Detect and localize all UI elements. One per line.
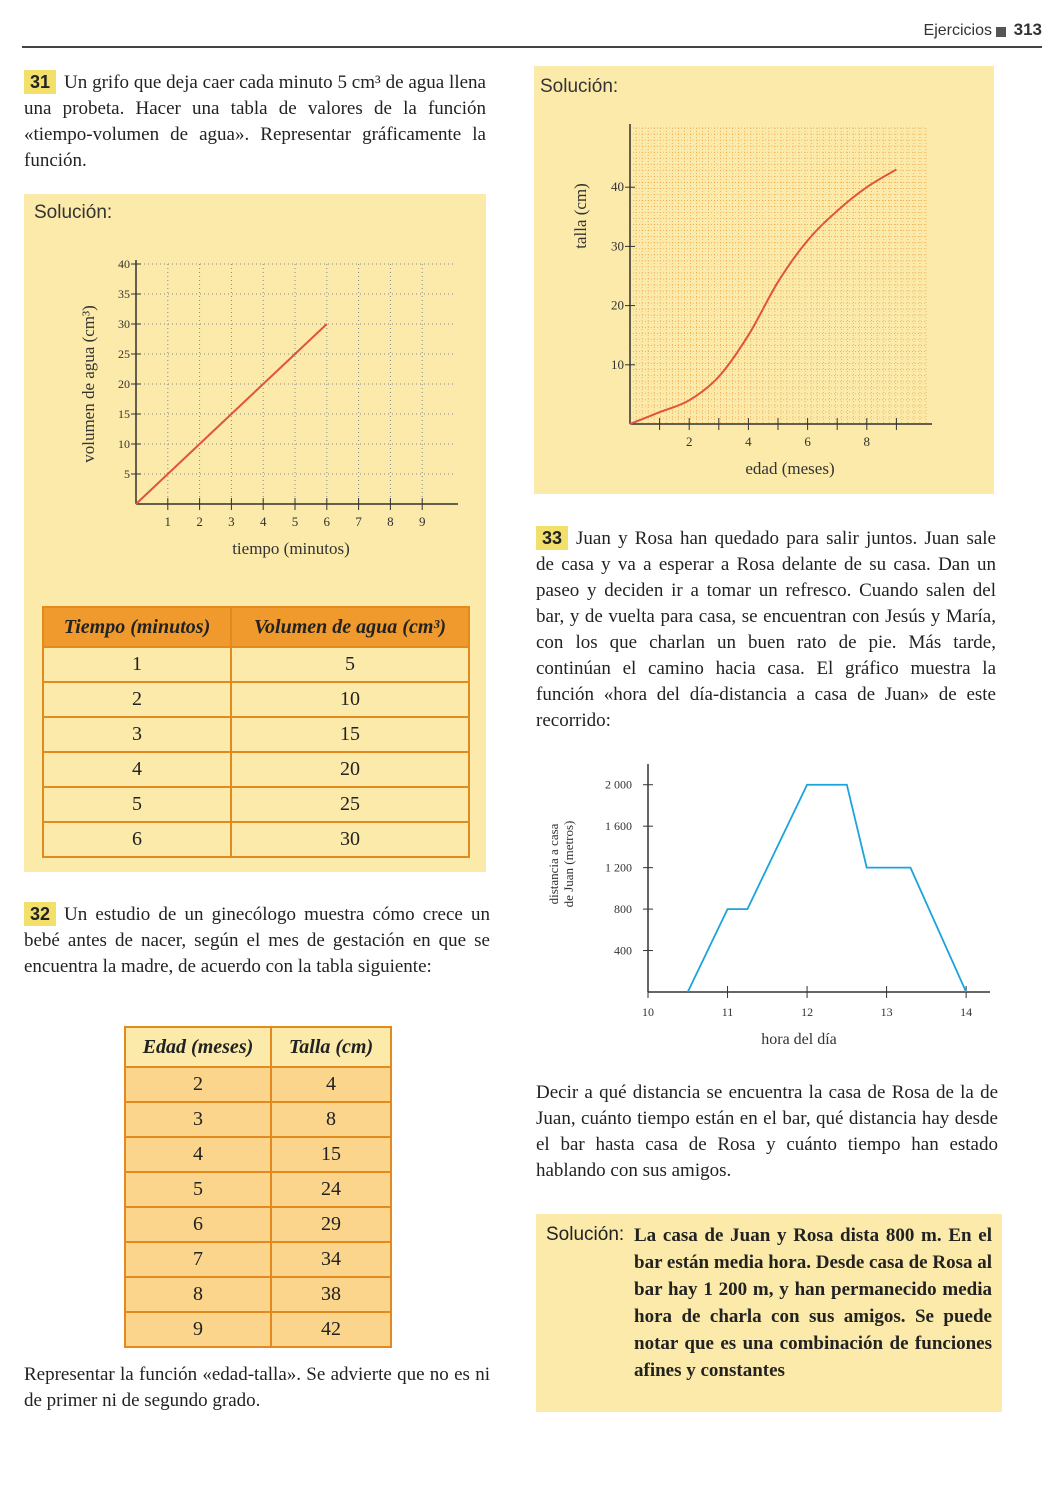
y-tick-label: 10 <box>118 437 130 451</box>
solution-panel-32 <box>534 66 994 494</box>
x-tick-label: 11 <box>721 1005 734 1019</box>
table-header-row <box>43 607 469 647</box>
x-tick-label: 4 <box>259 514 267 529</box>
table-row <box>43 717 469 752</box>
y-tick-label: 20 <box>118 377 130 391</box>
table-row <box>43 647 469 682</box>
y-tick-label: 40 <box>118 257 130 271</box>
x-tick-label: 8 <box>863 434 871 449</box>
x-tick-label: 12 <box>801 1005 814 1019</box>
section-title: Ejercicios <box>923 22 992 39</box>
table-row <box>43 752 469 787</box>
x-tick-label: 4 <box>745 434 752 449</box>
distance-chart <box>536 750 1006 1060</box>
y-tick-label: 2 000 <box>605 777 632 792</box>
table-cell: 7 <box>125 1242 271 1277</box>
exercise-number: 32 <box>24 902 56 926</box>
table-cell: 8 <box>271 1102 391 1137</box>
table-cell: 15 <box>271 1137 391 1172</box>
y-tick-label: 30 <box>611 238 624 254</box>
y-axis-label-line2: de Juan (metros) <box>561 820 576 908</box>
volume-chart <box>24 244 486 624</box>
exercise-number: 31 <box>24 70 56 94</box>
exercise-text: Juan y Rosa han quedado para salir juntos. Juan sale de casa y va a esperar a Rosa delante de su casa. Dan un paseo y deciden ir a tomar un refresco. Cuando salen del bar, y de vuelta para casa, se encuentran con Jesús y María, con los que charlan un buen rato de pie. Más tarde, continúan el camino hacia casa. El gráfico muestra la función «hora del día-distancia a casa de Juan» de este recorrido: <box>536 528 996 731</box>
series-line <box>688 785 966 992</box>
exercise-32-note: Representar la función «edad-talla». Se advierte que no es ni de primer ni de segundo grado. <box>24 1364 490 1411</box>
table-header: Talla (cm) <box>271 1027 391 1067</box>
y-axis-label: volumen de agua (cm³) <box>79 305 98 463</box>
y-tick-label: 1 200 <box>605 860 632 875</box>
table-cell: 38 <box>271 1277 391 1312</box>
table-cell: 8 <box>125 1277 271 1312</box>
x-tick-label: 1 <box>164 514 172 529</box>
x-tick-label: 13 <box>880 1005 893 1019</box>
table-row <box>125 1242 391 1277</box>
table-cell: 6 <box>125 1207 271 1242</box>
y-tick-label: 800 <box>614 902 632 917</box>
table-row <box>43 787 469 822</box>
table-cell: 3 <box>125 1102 271 1137</box>
table-cell: 1 <box>43 647 231 682</box>
table-cell: 5 <box>125 1172 271 1207</box>
solution-text: La casa de Juan y Rosa dista 800 m. En el bar están media hora. Desde casa de Rosa al bar hay 1 200 m, y han permanecido media hora de charla con sus amigos. Se puede notar que es una combinación de funciones afines y constantes <box>634 1225 993 1381</box>
table-31 <box>42 606 470 858</box>
exercise-32 <box>24 902 490 980</box>
x-tick-label: 8 <box>387 514 394 529</box>
table-row <box>43 822 469 857</box>
exercise-number: 33 <box>536 526 568 550</box>
y-axis-label: talla (cm) <box>571 183 590 249</box>
table-cell: 4 <box>43 752 231 787</box>
table-cell: 9 <box>125 1312 271 1347</box>
table-32 <box>124 1026 392 1348</box>
table-cell: 42 <box>271 1312 391 1347</box>
x-axis-label: edad (meses) <box>745 459 835 478</box>
table-row <box>125 1207 391 1242</box>
y-tick-label: 5 <box>124 467 130 481</box>
table-row <box>125 1277 391 1312</box>
y-tick-label: 20 <box>611 297 624 313</box>
table-cell: 34 <box>271 1242 391 1277</box>
exercise-text: Un grifo que deja caer cada minuto 5 cm³ de agua llena una probeta. Hacer una tabla de valores de la función «tiempo-volumen de agua». Representar gráficamente la función. <box>24 72 486 171</box>
x-tick-label: 10 <box>642 1005 654 1019</box>
y-tick-label: 25 <box>118 347 130 361</box>
solution-panel-33 <box>536 1214 1002 1412</box>
table-cell: 3 <box>43 717 231 752</box>
table-cell: 10 <box>231 682 469 717</box>
table-cell: 29 <box>271 1207 391 1242</box>
table-row <box>125 1172 391 1207</box>
table-row <box>125 1137 391 1172</box>
x-tick-label: 5 <box>291 514 299 529</box>
table-cell: 2 <box>43 682 231 717</box>
x-tick-label: 6 <box>804 434 811 449</box>
page-header <box>22 18 1042 48</box>
x-tick-label: 7 <box>355 514 362 529</box>
table-header: Volumen de agua (cm³) <box>231 607 469 647</box>
x-tick-label: 14 <box>960 1005 973 1019</box>
y-tick-label: 400 <box>614 943 632 958</box>
table-cell: 15 <box>231 717 469 752</box>
table-row <box>43 682 469 717</box>
exercise-text: Un estudio de un ginecólogo muestra cómo crece un bebé antes de nacer, según el mes de gestación en que se encuentra la madre, de acuerdo con la tabla siguiente: <box>24 904 490 977</box>
y-tick-label: 15 <box>118 407 130 421</box>
table-cell: 20 <box>231 752 469 787</box>
solution-label: Solución: <box>34 202 113 223</box>
table-header: Edad (meses) <box>125 1027 271 1067</box>
table-row <box>125 1102 391 1137</box>
height-chart <box>534 66 994 494</box>
y-tick-label: 35 <box>118 287 130 301</box>
table-cell: 4 <box>271 1067 391 1102</box>
y-tick-label: 1 600 <box>605 819 632 834</box>
exercise-33 <box>536 526 996 734</box>
table-header: Tiempo (minutos) <box>43 607 231 647</box>
y-tick-label: 10 <box>611 356 624 372</box>
solution-label: Solución: <box>546 1224 625 1245</box>
x-tick-label: 3 <box>228 514 235 529</box>
table-cell: 6 <box>43 822 231 857</box>
square-icon <box>996 27 1006 37</box>
exercise-33-question: Decir a qué distancia se encuentra la casa de Rosa de la de Juan, cuánto tiempo están en el bar, qué distancia hay desde el bar hasta casa de Rosa y cuánto tiempo han estado hablando con sus amigos. <box>536 1082 998 1181</box>
table-cell: 24 <box>271 1172 391 1207</box>
x-axis-label: hora del día <box>761 1031 837 1048</box>
y-axis-label-line1: distancia a casa <box>546 823 561 905</box>
table-cell: 2 <box>125 1067 271 1102</box>
y-tick-label: 40 <box>611 179 624 195</box>
exercise-31 <box>24 70 486 174</box>
x-tick-label: 2 <box>196 514 203 529</box>
table-row <box>125 1312 391 1347</box>
table-cell: 5 <box>231 647 469 682</box>
table-header-row <box>125 1027 391 1067</box>
table-cell: 25 <box>231 787 469 822</box>
x-tick-label: 2 <box>685 434 693 449</box>
x-tick-label: 9 <box>418 514 426 529</box>
table-cell: 4 <box>125 1137 271 1172</box>
solution-label: Solución: <box>540 76 619 97</box>
x-tick-label: 6 <box>323 514 331 529</box>
table-cell: 30 <box>231 822 469 857</box>
page-number: 313 <box>1013 20 1042 39</box>
x-axis-label: tiempo (minutos) <box>232 539 350 558</box>
y-tick-label: 30 <box>118 317 130 331</box>
table-row <box>125 1067 391 1102</box>
table-cell: 5 <box>43 787 231 822</box>
